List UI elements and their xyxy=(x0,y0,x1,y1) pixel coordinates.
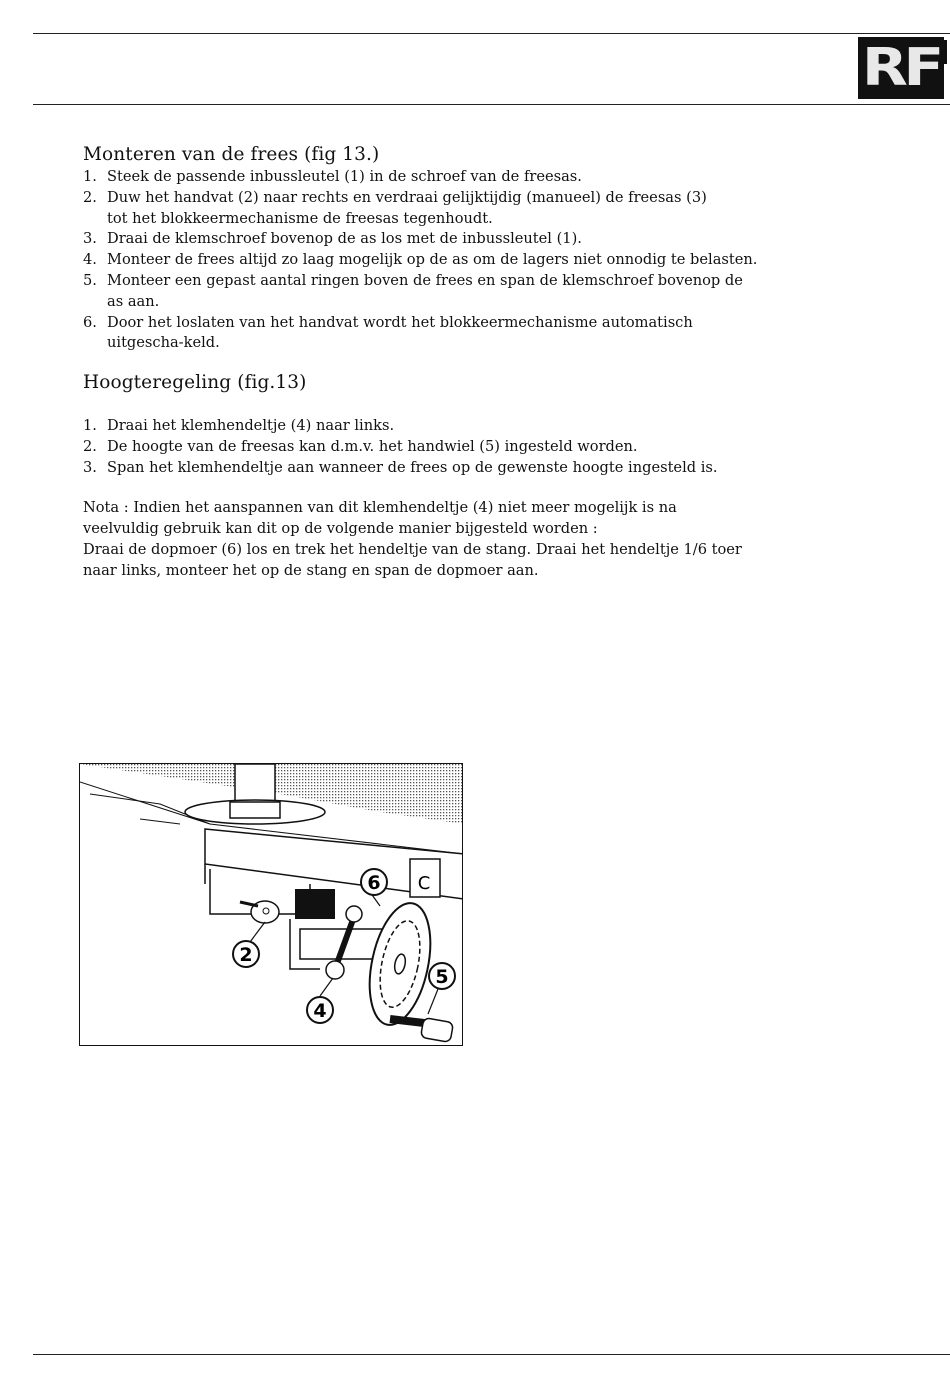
note-instructions: Draai de dopmoer (6) los en trek het hendeltje van de stang. Draai het hendeltje 1/6 toer naar links, monteer het op de stang en span de dopmoer aan. xyxy=(83,541,742,579)
list-item: 1. Steek de passende inbussleutel (1) in de schroef van de freesas. xyxy=(83,168,582,185)
svg-text:2: 2 xyxy=(239,944,253,966)
steps-list-hoogteregeling xyxy=(83,416,763,478)
brand-logo-text: RF xyxy=(862,38,940,98)
footer-rule xyxy=(33,1354,950,1355)
brand-logo xyxy=(858,37,944,99)
svg-text:6: 6 xyxy=(367,872,381,894)
list-item: 4. Monteer de frees altijd zo laag mogelijk op de as om de lagers niet onnodig te belasten. xyxy=(83,251,758,269)
list-item: 3. Draai de klemschroef bovenop de as los met de inbussleutel (1). xyxy=(83,230,582,248)
list-item: 2. De hoogte van de freesas kan d.m.v. het handwiel (5) ingesteld worden. xyxy=(83,437,638,455)
list-item: 5. Monteer een gepast aantal ringen boven de frees en span de klemschroef bovenop de as aan. xyxy=(83,271,743,310)
header-rule-bottom xyxy=(33,104,950,105)
note-paragraph: Nota : Indien het aanspannen van dit klemhendeltje (4) niet meer mogelijk is na veelvuldig gebruik kan dit op de volgende manier bijgesteld worden : xyxy=(83,499,677,537)
figure-13-illustration xyxy=(79,763,463,1046)
section-title-monteren: Monteren van de frees (fig 13.) xyxy=(83,144,380,165)
svg-text:4: 4 xyxy=(313,1000,327,1022)
machine-drawing xyxy=(80,764,463,1046)
header-rule-top xyxy=(33,33,950,34)
logo-edge-bar xyxy=(944,40,947,64)
callout-6 xyxy=(361,869,387,895)
svg-text:5: 5 xyxy=(435,966,449,988)
callout-4 xyxy=(307,997,333,1023)
list-item: 1. Draai het klemhendeltje (4) naar links. xyxy=(83,417,395,434)
section-title-hoogteregeling: Hoogteregeling (fig.13) xyxy=(83,372,307,393)
list-item: 6. Door het loslaten van het handvat wordt het blokkeermechanisme automatisch uitgescha-keld. xyxy=(83,313,693,352)
callout-2 xyxy=(233,941,259,967)
svg-text:C: C xyxy=(417,873,431,894)
callout-5 xyxy=(429,963,455,989)
list-item: 3. Span het klemhendeltje aan wanneer de frees op de gewenste hoogte ingesteld is. xyxy=(83,458,718,476)
steps-list-monteren xyxy=(83,167,763,354)
list-item: 2. Duw het handvat (2) naar rechts en verdraai gelijktijdig (manueel) de freesas (3) tot het blokkeermechanisme de freesas tegenhoudt. xyxy=(83,188,707,227)
